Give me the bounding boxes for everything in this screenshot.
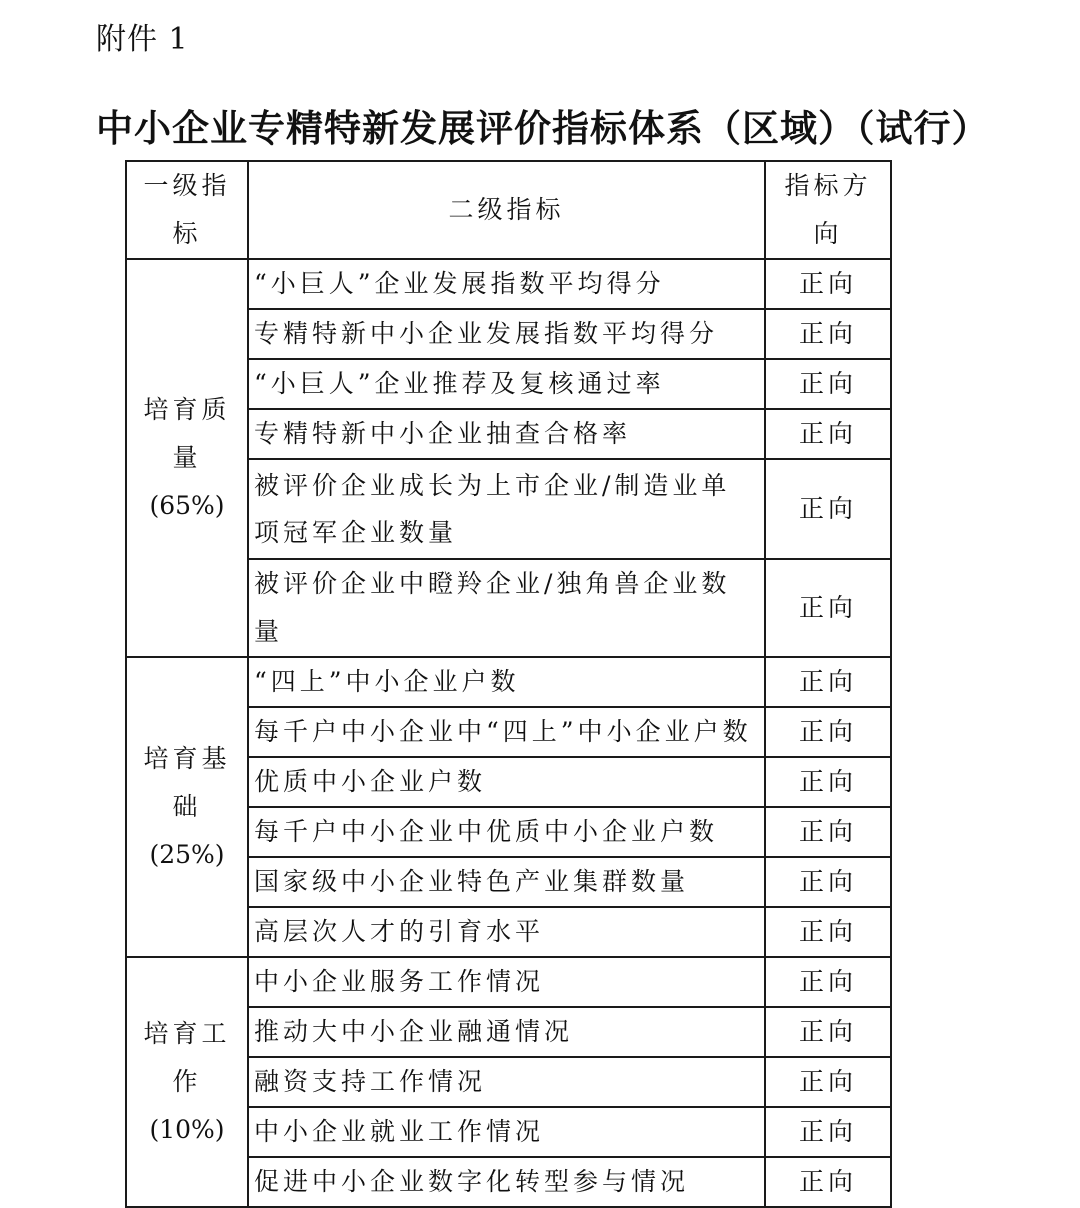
indicator-direction: 正向 — [765, 857, 891, 907]
table-row — [126, 657, 891, 707]
table-row — [126, 259, 891, 309]
primary-indicator-cell — [126, 957, 248, 1207]
indicator-direction: 正向 — [765, 907, 891, 957]
secondary-indicator: 专精特新中小企业发展指数平均得分 — [248, 309, 765, 359]
indicator-direction: 正向 — [765, 657, 891, 707]
primary-indicator-weight: (65%) — [149, 491, 225, 520]
column-header-direction: 指标方向 — [765, 161, 891, 259]
indicator-direction: 正向 — [765, 807, 891, 857]
indicator-direction: 正向 — [765, 1057, 891, 1107]
secondary-indicator: 优质中小企业户数 — [248, 757, 765, 807]
indicator-direction: 正向 — [765, 259, 891, 309]
secondary-indicator: 促进中小企业数字化转型参与情况 — [248, 1157, 765, 1207]
secondary-indicator: 每千户中小企业中优质中小企业户数 — [248, 807, 765, 857]
secondary-indicator: 每千户中小企业中“四上”中小企业户数 — [248, 707, 765, 757]
secondary-indicator: 中小企业就业工作情况 — [248, 1107, 765, 1157]
primary-indicator-name: 培育基础 — [143, 744, 231, 821]
column-header-primary: 一级指标 — [126, 161, 248, 259]
table-header-row — [126, 161, 891, 259]
secondary-indicator: “小巨人”企业推荐及复核通过率 — [248, 359, 765, 409]
secondary-indicator: 国家级中小企业特色产业集群数量 — [248, 857, 765, 907]
secondary-indicator: 高层次人才的引育水平 — [248, 907, 765, 957]
indicator-direction: 正向 — [765, 1007, 891, 1057]
indicator-direction: 正向 — [765, 459, 891, 559]
column-header-secondary: 二级指标 — [248, 161, 765, 259]
secondary-indicator: 被评价企业中瞪羚企业/独角兽企业数量 — [248, 559, 765, 657]
primary-indicator-name: 培育工作 — [143, 1019, 231, 1096]
indicator-direction: 正向 — [765, 757, 891, 807]
primary-indicator-cell — [126, 259, 248, 657]
indicator-direction: 正向 — [765, 309, 891, 359]
secondary-indicator: 被评价企业成长为上市企业/制造业单项冠军企业数量 — [248, 459, 765, 559]
primary-indicator-weight: (10%) — [149, 1115, 225, 1144]
indicator-direction: 正向 — [765, 707, 891, 757]
indicator-direction: 正向 — [765, 1107, 891, 1157]
secondary-indicator: “小巨人”企业发展指数平均得分 — [248, 259, 765, 309]
primary-indicator-cell — [126, 657, 248, 957]
document-title: 中小企业专精特新发展评价指标体系（区域）（试行） — [96, 106, 990, 150]
indicator-direction: 正向 — [765, 1157, 891, 1207]
secondary-indicator: “四上”中小企业户数 — [248, 657, 765, 707]
primary-indicator-weight: (25%) — [149, 840, 225, 869]
secondary-indicator: 推动大中小企业融通情况 — [248, 1007, 765, 1057]
table-row — [126, 957, 891, 1007]
primary-indicator-name: 培育质量 — [143, 395, 231, 472]
indicator-direction: 正向 — [765, 409, 891, 459]
indicator-direction: 正向 — [765, 359, 891, 409]
secondary-indicator: 融资支持工作情况 — [248, 1057, 765, 1107]
indicator-direction: 正向 — [765, 957, 891, 1007]
indicator-table — [125, 160, 892, 1208]
secondary-indicator: 中小企业服务工作情况 — [248, 957, 765, 1007]
attachment-label: 附件 1 — [96, 22, 189, 57]
indicator-direction: 正向 — [765, 559, 891, 657]
secondary-indicator: 专精特新中小企业抽查合格率 — [248, 409, 765, 459]
